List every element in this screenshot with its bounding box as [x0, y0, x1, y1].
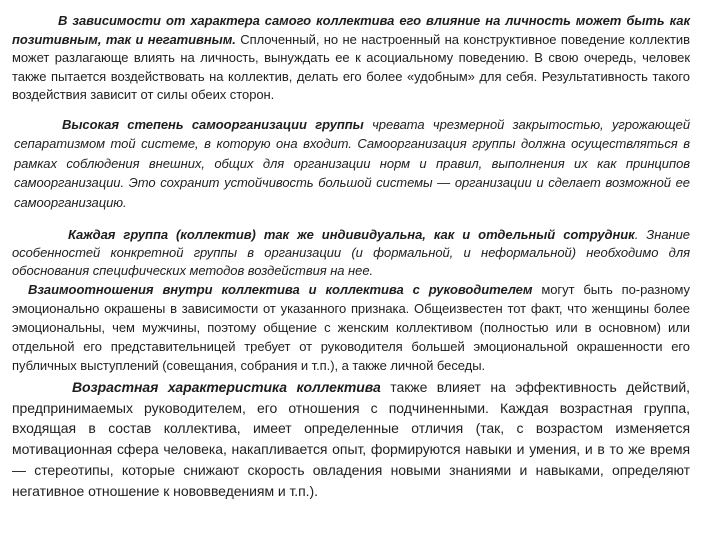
paragraph-lead: Каждая группа (коллектив) так же индивидуальна, как и отдельный сотрудник — [68, 227, 635, 243]
paragraph-collective-influence — [12, 12, 690, 105]
paragraph-lead: Высокая степень самоорганизации группы — [62, 116, 364, 132]
paragraph-relationships — [12, 280, 690, 375]
paragraph-lead: Взаимоотношения внутри коллектива и коллектива с руководителем — [28, 281, 533, 297]
paragraph-group-individuality — [12, 226, 690, 279]
paragraph-self-organization — [12, 115, 690, 213]
paragraph-body: Сплоченный, но не настроенный на конструктивное поведение коллектив может разлагающе влиять на личность, вынуждать ее к асоциальному поведению. В свою очередь, человек также пытается воздействовать на коллектив, делать его более «удобным» для себя. Результативность такого воздействия зависит от силы обеих сторон. — [12, 31, 690, 102]
paragraph-age-characteristic — [12, 377, 690, 502]
paragraph-body: чревата чрезмерной закрытостью, угрожающей сепаратизмом той системе, в которую она входит. Самоорганизация группы должна осуществляться в рамках соблюдения внешних, общих для организации норм и правил, выполнения их как принципов самоорганизации. Это сохранит устойчивость большой системы — организации и сделает возможной ее самоорганизацию. — [14, 116, 690, 210]
paragraph-body: . Знание особенностей конкретной группы в организации (и формальной, и неформальной) необходимо для обоснования специфических методов воздействия на нее. — [12, 227, 690, 279]
paragraph-lead: В зависимости от характера самого коллектива его влияние на личность может быть как позитивным, так и негативным. — [12, 13, 690, 47]
paragraph-body: могут быть по-разному эмоционально окрашены в зависимости от указанного признака. Общеизвестен тот факт, что женщины более эмоциональны, чем мужчины, поэтому общение с женским коллективом (полностью или в основном) или отдельной его представительницей требует от руководителя большей эмоциональной окрашенности его публичных выступлений (совещания, собрания и т.п.), а также личной беседы. — [12, 281, 690, 373]
paragraph-body: также влияет на эффективность действий, предпринимаемых руководителем, его отношения с подчиненными. Каждая возрастная группа, входящая в состав коллектива, имеет определенные отличия (так, с возрастом изменяется мотивационная сфера человека, накапливается опыт, формируются навыки и умения, и в то же время — стереотипы, которые снижают скорость овладения новыми знаниями и навыками, определяют негативное отношение к нововведениям и т.п.). — [12, 378, 690, 499]
paragraph-lead: Возрастная характеристика коллектива — [72, 378, 381, 395]
document-page — [12, 12, 690, 502]
